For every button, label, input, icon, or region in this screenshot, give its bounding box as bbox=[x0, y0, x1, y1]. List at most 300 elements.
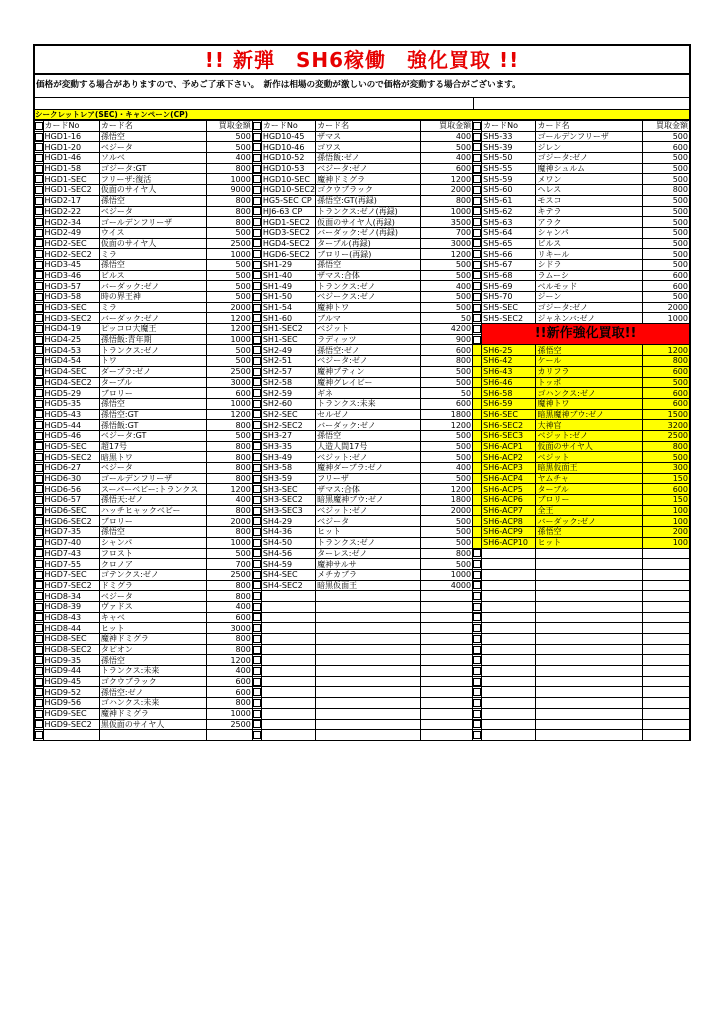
checkbox-cell[interactable] bbox=[252, 281, 261, 292]
checkbox-cell[interactable] bbox=[252, 259, 261, 270]
checkbox-cell[interactable] bbox=[34, 398, 43, 409]
checkbox[interactable] bbox=[35, 357, 43, 365]
checkbox-cell[interactable] bbox=[473, 644, 482, 655]
checkbox[interactable] bbox=[253, 336, 261, 344]
checkbox-cell[interactable] bbox=[252, 463, 261, 474]
checkbox[interactable] bbox=[473, 197, 481, 205]
checkbox-cell[interactable] bbox=[252, 623, 261, 634]
checkbox-cell[interactable] bbox=[34, 612, 43, 623]
checkbox[interactable] bbox=[253, 678, 261, 686]
checkbox-cell[interactable] bbox=[473, 687, 482, 698]
checkbox[interactable] bbox=[473, 207, 481, 215]
checkbox-cell[interactable] bbox=[34, 281, 43, 292]
checkbox-cell[interactable] bbox=[252, 292, 261, 303]
checkbox[interactable] bbox=[473, 261, 481, 269]
checkbox-cell[interactable] bbox=[252, 398, 261, 409]
checkbox[interactable] bbox=[35, 122, 43, 130]
checkbox-cell[interactable] bbox=[34, 217, 43, 228]
checkbox-cell[interactable] bbox=[252, 655, 261, 666]
checkbox[interactable] bbox=[253, 378, 261, 386]
checkbox[interactable] bbox=[473, 720, 481, 728]
checkbox-cell[interactable] bbox=[34, 163, 43, 174]
checkbox[interactable] bbox=[473, 549, 481, 557]
checkbox-cell[interactable] bbox=[34, 676, 43, 687]
checkbox-cell[interactable] bbox=[34, 334, 43, 345]
checkbox-cell[interactable] bbox=[252, 163, 261, 174]
checkbox-cell[interactable] bbox=[473, 227, 482, 238]
checkbox[interactable] bbox=[253, 517, 261, 525]
checkbox[interactable] bbox=[253, 646, 261, 654]
checkbox-cell[interactable] bbox=[252, 131, 261, 142]
checkbox-cell[interactable] bbox=[34, 537, 43, 548]
checkbox-cell[interactable] bbox=[34, 463, 43, 474]
checkbox-cell[interactable] bbox=[34, 441, 43, 452]
checkbox-cell[interactable] bbox=[473, 719, 482, 730]
checkbox-cell[interactable] bbox=[252, 313, 261, 324]
checkbox[interactable] bbox=[253, 154, 261, 162]
checkbox[interactable] bbox=[35, 517, 43, 525]
checkbox-cell[interactable] bbox=[34, 473, 43, 484]
checkbox-cell[interactable] bbox=[252, 569, 261, 580]
checkbox-cell[interactable] bbox=[473, 559, 482, 570]
checkbox[interactable] bbox=[35, 325, 43, 333]
checkbox[interactable] bbox=[253, 539, 261, 547]
checkbox[interactable] bbox=[473, 325, 481, 333]
checkbox-cell[interactable] bbox=[252, 676, 261, 687]
checkbox-cell[interactable] bbox=[252, 505, 261, 516]
checkbox[interactable] bbox=[35, 613, 43, 621]
checkbox-cell[interactable] bbox=[473, 730, 482, 741]
checkbox[interactable] bbox=[35, 549, 43, 557]
checkbox[interactable] bbox=[253, 613, 261, 621]
checkbox-cell[interactable] bbox=[252, 441, 261, 452]
checkbox-cell[interactable] bbox=[34, 580, 43, 591]
checkbox-cell[interactable] bbox=[252, 559, 261, 570]
checkbox-cell[interactable] bbox=[473, 569, 482, 580]
checkbox-cell[interactable] bbox=[34, 623, 43, 634]
checkbox-cell[interactable] bbox=[34, 527, 43, 538]
checkbox-cell[interactable] bbox=[34, 634, 43, 645]
checkbox[interactable] bbox=[253, 368, 261, 376]
checkbox[interactable] bbox=[35, 603, 43, 611]
checkbox-cell[interactable] bbox=[252, 730, 261, 741]
checkbox[interactable] bbox=[473, 250, 481, 258]
checkbox[interactable] bbox=[35, 464, 43, 472]
checkbox[interactable] bbox=[253, 720, 261, 728]
checkbox[interactable] bbox=[473, 613, 481, 621]
checkbox[interactable] bbox=[473, 154, 481, 162]
checkbox-cell[interactable] bbox=[34, 153, 43, 164]
checkbox[interactable] bbox=[35, 592, 43, 600]
checkbox[interactable] bbox=[253, 346, 261, 354]
checkbox[interactable] bbox=[253, 165, 261, 173]
checkbox[interactable] bbox=[253, 250, 261, 258]
checkbox[interactable] bbox=[253, 143, 261, 151]
checkbox[interactable] bbox=[35, 453, 43, 461]
checkbox-cell[interactable] bbox=[252, 580, 261, 591]
checkbox[interactable] bbox=[473, 229, 481, 237]
checkbox[interactable] bbox=[473, 165, 481, 173]
checkbox[interactable] bbox=[35, 485, 43, 493]
checkbox[interactable] bbox=[473, 336, 481, 344]
checkbox[interactable] bbox=[35, 667, 43, 675]
checkbox-cell[interactable] bbox=[252, 527, 261, 538]
checkbox[interactable] bbox=[35, 528, 43, 536]
checkbox-cell[interactable] bbox=[473, 708, 482, 719]
checkbox-cell[interactable] bbox=[252, 473, 261, 484]
checkbox[interactable] bbox=[473, 314, 481, 322]
checkbox-cell[interactable] bbox=[34, 730, 43, 741]
checkbox-cell[interactable] bbox=[252, 174, 261, 185]
checkbox-cell[interactable] bbox=[34, 495, 43, 506]
checkbox[interactable] bbox=[473, 133, 481, 141]
checkbox[interactable] bbox=[473, 143, 481, 151]
checkbox-cell[interactable] bbox=[473, 292, 482, 303]
checkbox-cell[interactable] bbox=[473, 238, 482, 249]
checkbox[interactable] bbox=[253, 197, 261, 205]
checkbox[interactable] bbox=[473, 592, 481, 600]
checkbox[interactable] bbox=[473, 699, 481, 707]
checkbox-cell[interactable] bbox=[473, 591, 482, 602]
checkbox-cell[interactable] bbox=[473, 698, 482, 709]
checkbox[interactable] bbox=[473, 667, 481, 675]
checkbox[interactable] bbox=[253, 560, 261, 568]
checkbox-cell[interactable] bbox=[34, 666, 43, 677]
checkbox-cell[interactable] bbox=[473, 634, 482, 645]
checkbox-cell[interactable] bbox=[252, 153, 261, 164]
checkbox-cell[interactable] bbox=[473, 334, 482, 345]
checkbox-cell[interactable] bbox=[34, 270, 43, 281]
checkbox-cell[interactable] bbox=[473, 623, 482, 634]
checkbox[interactable] bbox=[35, 336, 43, 344]
checkbox[interactable] bbox=[35, 197, 43, 205]
checkbox[interactable] bbox=[253, 496, 261, 504]
checkbox-cell[interactable] bbox=[473, 676, 482, 687]
checkbox-cell[interactable] bbox=[34, 430, 43, 441]
checkbox[interactable] bbox=[35, 688, 43, 696]
checkbox[interactable] bbox=[253, 432, 261, 440]
checkbox-cell[interactable] bbox=[252, 377, 261, 388]
checkbox[interactable] bbox=[473, 239, 481, 247]
checkbox-cell[interactable] bbox=[34, 195, 43, 206]
checkbox[interactable] bbox=[473, 271, 481, 279]
checkbox-cell[interactable] bbox=[34, 174, 43, 185]
checkbox[interactable] bbox=[35, 581, 43, 589]
checkbox[interactable] bbox=[473, 710, 481, 718]
checkbox[interactable] bbox=[35, 133, 43, 141]
checkbox[interactable] bbox=[253, 731, 261, 739]
checkbox-cell[interactable] bbox=[252, 206, 261, 217]
checkbox[interactable] bbox=[473, 581, 481, 589]
checkbox-cell[interactable] bbox=[473, 270, 482, 281]
checkbox[interactable] bbox=[253, 442, 261, 450]
checkbox-cell[interactable] bbox=[252, 238, 261, 249]
checkbox[interactable] bbox=[253, 528, 261, 536]
checkbox-cell[interactable] bbox=[252, 484, 261, 495]
checkbox[interactable] bbox=[253, 571, 261, 579]
checkbox-cell[interactable] bbox=[252, 495, 261, 506]
checkbox-cell[interactable] bbox=[34, 452, 43, 463]
checkbox-cell[interactable] bbox=[34, 259, 43, 270]
checkbox-cell[interactable] bbox=[473, 666, 482, 677]
checkbox-cell[interactable] bbox=[252, 185, 261, 196]
checkbox[interactable] bbox=[253, 122, 261, 130]
checkbox-cell[interactable] bbox=[34, 377, 43, 388]
checkbox[interactable] bbox=[35, 250, 43, 258]
checkbox[interactable] bbox=[253, 710, 261, 718]
checkbox-cell[interactable] bbox=[34, 516, 43, 527]
checkbox[interactable] bbox=[473, 304, 481, 312]
checkbox[interactable] bbox=[253, 239, 261, 247]
checkbox-cell[interactable] bbox=[252, 666, 261, 677]
checkbox[interactable] bbox=[35, 624, 43, 632]
checkbox[interactable] bbox=[473, 635, 481, 643]
checkbox-cell[interactable] bbox=[34, 559, 43, 570]
checkbox[interactable] bbox=[35, 678, 43, 686]
checkbox-cell[interactable] bbox=[252, 548, 261, 559]
checkbox-cell[interactable] bbox=[473, 612, 482, 623]
checkbox-cell[interactable] bbox=[252, 227, 261, 238]
checkbox[interactable] bbox=[35, 699, 43, 707]
checkbox[interactable] bbox=[35, 282, 43, 290]
checkbox-cell[interactable] bbox=[473, 259, 482, 270]
checkbox-cell[interactable] bbox=[252, 324, 261, 335]
checkbox-cell[interactable] bbox=[252, 687, 261, 698]
checkbox-cell[interactable] bbox=[252, 345, 261, 356]
checkbox[interactable] bbox=[253, 635, 261, 643]
checkbox-cell[interactable] bbox=[473, 174, 482, 185]
checkbox-cell[interactable] bbox=[34, 313, 43, 324]
checkbox[interactable] bbox=[253, 304, 261, 312]
checkbox[interactable] bbox=[473, 122, 481, 130]
checkbox[interactable] bbox=[473, 571, 481, 579]
checkbox-cell[interactable] bbox=[252, 537, 261, 548]
checkbox[interactable] bbox=[473, 186, 481, 194]
checkbox-cell[interactable] bbox=[252, 121, 261, 132]
checkbox-cell[interactable] bbox=[34, 719, 43, 730]
checkbox-cell[interactable] bbox=[473, 548, 482, 559]
checkbox[interactable] bbox=[35, 720, 43, 728]
checkbox[interactable] bbox=[35, 186, 43, 194]
checkbox-cell[interactable] bbox=[252, 612, 261, 623]
checkbox-cell[interactable] bbox=[34, 324, 43, 335]
checkbox-cell[interactable] bbox=[473, 195, 482, 206]
checkbox[interactable] bbox=[35, 165, 43, 173]
checkbox-cell[interactable] bbox=[34, 388, 43, 399]
checkbox-cell[interactable] bbox=[252, 452, 261, 463]
checkbox-cell[interactable] bbox=[252, 644, 261, 655]
checkbox[interactable] bbox=[473, 175, 481, 183]
checkbox[interactable] bbox=[35, 271, 43, 279]
checkbox[interactable] bbox=[473, 293, 481, 301]
checkbox-cell[interactable] bbox=[252, 217, 261, 228]
checkbox[interactable] bbox=[253, 357, 261, 365]
checkbox-cell[interactable] bbox=[252, 708, 261, 719]
checkbox-cell[interactable] bbox=[34, 655, 43, 666]
checkbox[interactable] bbox=[35, 539, 43, 547]
checkbox[interactable] bbox=[35, 261, 43, 269]
checkbox[interactable] bbox=[473, 678, 481, 686]
checkbox-cell[interactable] bbox=[252, 366, 261, 377]
checkbox[interactable] bbox=[35, 314, 43, 322]
checkbox-cell[interactable] bbox=[473, 601, 482, 612]
checkbox-cell[interactable] bbox=[34, 591, 43, 602]
checkbox-cell[interactable] bbox=[34, 484, 43, 495]
checkbox[interactable] bbox=[35, 293, 43, 301]
checkbox[interactable] bbox=[473, 688, 481, 696]
checkbox-cell[interactable] bbox=[252, 634, 261, 645]
checkbox[interactable] bbox=[35, 710, 43, 718]
checkbox-cell[interactable] bbox=[252, 591, 261, 602]
checkbox-cell[interactable] bbox=[473, 281, 482, 292]
checkbox[interactable] bbox=[253, 400, 261, 408]
checkbox[interactable] bbox=[253, 581, 261, 589]
checkbox-cell[interactable] bbox=[34, 185, 43, 196]
checkbox[interactable] bbox=[253, 464, 261, 472]
checkbox[interactable] bbox=[35, 229, 43, 237]
checkbox-cell[interactable] bbox=[473, 142, 482, 153]
checkbox[interactable] bbox=[253, 624, 261, 632]
checkbox[interactable] bbox=[253, 549, 261, 557]
checkbox[interactable] bbox=[35, 475, 43, 483]
checkbox[interactable] bbox=[253, 453, 261, 461]
checkbox[interactable] bbox=[35, 207, 43, 215]
checkbox-cell[interactable] bbox=[252, 719, 261, 730]
checkbox[interactable] bbox=[253, 410, 261, 418]
checkbox-cell[interactable] bbox=[34, 698, 43, 709]
checkbox[interactable] bbox=[253, 389, 261, 397]
checkbox[interactable] bbox=[253, 603, 261, 611]
checkbox[interactable] bbox=[253, 282, 261, 290]
checkbox[interactable] bbox=[35, 304, 43, 312]
checkbox[interactable] bbox=[253, 207, 261, 215]
checkbox[interactable] bbox=[253, 656, 261, 664]
checkbox-cell[interactable] bbox=[34, 302, 43, 313]
checkbox-cell[interactable] bbox=[252, 601, 261, 612]
checkbox[interactable] bbox=[35, 239, 43, 247]
checkbox-cell[interactable] bbox=[252, 409, 261, 420]
checkbox-cell[interactable] bbox=[473, 217, 482, 228]
checkbox[interactable] bbox=[253, 688, 261, 696]
checkbox[interactable] bbox=[473, 560, 481, 568]
checkbox[interactable] bbox=[253, 293, 261, 301]
checkbox-cell[interactable] bbox=[473, 153, 482, 164]
checkbox[interactable] bbox=[253, 314, 261, 322]
checkbox[interactable] bbox=[473, 646, 481, 654]
checkbox-cell[interactable] bbox=[252, 302, 261, 313]
checkbox-cell[interactable] bbox=[34, 142, 43, 153]
checkbox[interactable] bbox=[253, 507, 261, 515]
checkbox-cell[interactable] bbox=[473, 324, 482, 335]
checkbox-cell[interactable] bbox=[34, 345, 43, 356]
checkbox-cell[interactable] bbox=[252, 356, 261, 367]
checkbox[interactable] bbox=[253, 485, 261, 493]
checkbox-cell[interactable] bbox=[473, 131, 482, 142]
checkbox-cell[interactable] bbox=[34, 227, 43, 238]
checkbox[interactable] bbox=[253, 186, 261, 194]
checkbox-cell[interactable] bbox=[34, 687, 43, 698]
checkbox[interactable] bbox=[35, 432, 43, 440]
checkbox[interactable] bbox=[35, 154, 43, 162]
checkbox[interactable] bbox=[253, 667, 261, 675]
checkbox[interactable] bbox=[35, 378, 43, 386]
checkbox-cell[interactable] bbox=[473, 121, 482, 132]
checkbox-cell[interactable] bbox=[252, 420, 261, 431]
checkbox[interactable] bbox=[35, 389, 43, 397]
checkbox[interactable] bbox=[35, 143, 43, 151]
checkbox-cell[interactable] bbox=[252, 334, 261, 345]
checkbox[interactable] bbox=[35, 368, 43, 376]
checkbox-cell[interactable] bbox=[34, 238, 43, 249]
checkbox[interactable] bbox=[35, 507, 43, 515]
checkbox[interactable] bbox=[473, 218, 481, 226]
checkbox[interactable] bbox=[35, 421, 43, 429]
checkbox[interactable] bbox=[35, 175, 43, 183]
checkbox-cell[interactable] bbox=[34, 206, 43, 217]
checkbox-cell[interactable] bbox=[473, 163, 482, 174]
checkbox[interactable] bbox=[35, 496, 43, 504]
checkbox-cell[interactable] bbox=[34, 601, 43, 612]
checkbox-cell[interactable] bbox=[473, 580, 482, 591]
checkbox[interactable] bbox=[35, 571, 43, 579]
checkbox-cell[interactable] bbox=[473, 249, 482, 260]
checkbox-cell[interactable] bbox=[34, 121, 43, 132]
checkbox[interactable] bbox=[253, 261, 261, 269]
checkbox-cell[interactable] bbox=[34, 409, 43, 420]
checkbox[interactable] bbox=[35, 346, 43, 354]
checkbox[interactable] bbox=[253, 175, 261, 183]
checkbox-cell[interactable] bbox=[473, 655, 482, 666]
checkbox-cell[interactable] bbox=[252, 195, 261, 206]
checkbox[interactable] bbox=[253, 592, 261, 600]
checkbox[interactable] bbox=[473, 731, 481, 739]
checkbox-cell[interactable] bbox=[473, 206, 482, 217]
checkbox[interactable] bbox=[253, 325, 261, 333]
checkbox-cell[interactable] bbox=[473, 302, 482, 313]
checkbox[interactable] bbox=[35, 400, 43, 408]
checkbox-cell[interactable] bbox=[34, 708, 43, 719]
checkbox-cell[interactable] bbox=[34, 249, 43, 260]
checkbox[interactable] bbox=[473, 656, 481, 664]
checkbox[interactable] bbox=[35, 656, 43, 664]
checkbox[interactable] bbox=[253, 133, 261, 141]
checkbox[interactable] bbox=[473, 603, 481, 611]
checkbox-cell[interactable] bbox=[252, 430, 261, 441]
checkbox-cell[interactable] bbox=[34, 131, 43, 142]
checkbox-cell[interactable] bbox=[252, 249, 261, 260]
checkbox[interactable] bbox=[253, 218, 261, 226]
checkbox-cell[interactable] bbox=[34, 548, 43, 559]
checkbox[interactable] bbox=[35, 410, 43, 418]
checkbox[interactable] bbox=[253, 271, 261, 279]
checkbox[interactable] bbox=[35, 646, 43, 654]
checkbox[interactable] bbox=[253, 475, 261, 483]
checkbox-cell[interactable] bbox=[252, 698, 261, 709]
checkbox-cell[interactable] bbox=[34, 644, 43, 655]
checkbox-cell[interactable] bbox=[34, 366, 43, 377]
checkbox[interactable] bbox=[35, 442, 43, 450]
checkbox-cell[interactable] bbox=[252, 270, 261, 281]
checkbox[interactable] bbox=[253, 421, 261, 429]
checkbox[interactable] bbox=[35, 635, 43, 643]
checkbox-cell[interactable] bbox=[473, 185, 482, 196]
checkbox-cell[interactable] bbox=[34, 505, 43, 516]
checkbox-cell[interactable] bbox=[34, 356, 43, 367]
checkbox[interactable] bbox=[473, 624, 481, 632]
checkbox-cell[interactable] bbox=[252, 388, 261, 399]
checkbox[interactable] bbox=[35, 560, 43, 568]
checkbox-cell[interactable] bbox=[252, 516, 261, 527]
